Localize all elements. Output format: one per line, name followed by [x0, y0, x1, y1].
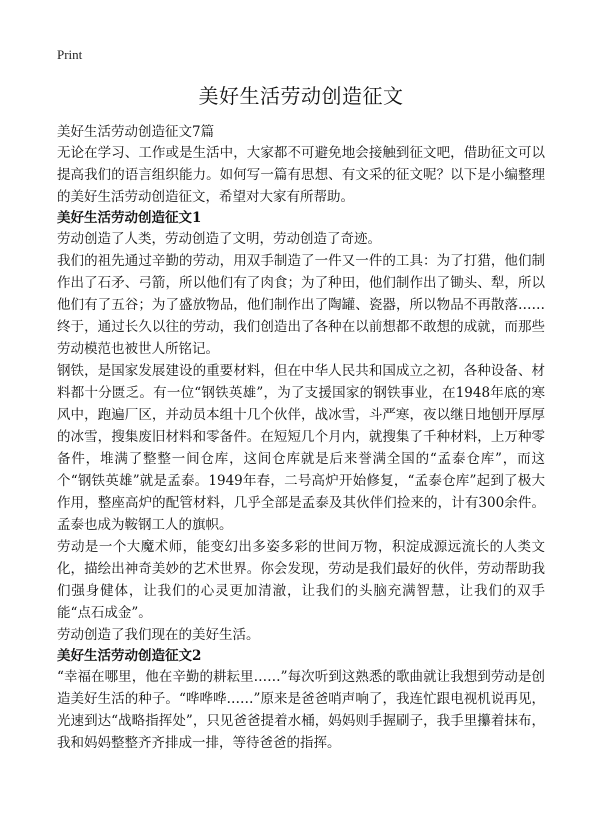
document-subtitle: 美好生活劳动创造征文7篇 [57, 124, 215, 140]
page-title: 美好生活劳动创造征文 [198, 84, 404, 108]
section-heading-2: 美好生活劳动创造征文2 [57, 648, 202, 664]
section-heading-1: 美好生活劳动创造征文1 [57, 210, 202, 226]
section-2-paragraph-1: “幸福在哪里，他在辛勤的耕耘里……”每次听到这熟悉的歌曲就让我想到劳动是创造美好生活的种子。“哗哗哗……”原来是爸爸哨声响了，我连忙跟电视机说再见，光速到达“战略指挥处”，只见爸爸提着水桶，妈妈则手握刷子，我手里攥着抹布，我和妈妈整整齐齐排成一排，等待爸爸的指挥。 [57, 669, 545, 751]
section-1-paragraph-5: 劳动创造了我们现在的美好生活。 [57, 627, 260, 643]
section-1-paragraph-3: 钢铁，是国家发展建设的重要材料，但在中华人民共和国成立之初，各种设备、材料都十分匮乏。有一位“钢铁英雄”，为了支援国家的钢铁事业，在1948年底的寒风中，跑遍厂区，并动员本组十几个伙伴，战冰雪，斗严寒，夜以继日地刨开厚厚的冰雪，搜集废旧材料和零备件。在短短几个月内，就搜集了千种材料，上万种零备件，堆满了整整一间仓库，这间仓库就是后来誉满全国的“孟泰仓库”，而这个“钢铁英雄”就是孟泰。1949年春，二号高炉开始修复，“孟泰仓库”起到了极大作用，整座高炉的配管材料，几乎全部是孟泰及其伙伴们捡来的，计有300余件。孟泰也成为鞍钢工人的旗帜。 [57, 363, 545, 533]
section-1-paragraph-1: 劳动创造了人类，劳动创造了文明，劳动创造了奇迹。 [57, 231, 381, 247]
section-1-paragraph-2: 我们的祖先通过辛勤的劳动，用双手制造了一件又一件的工具：为了打猎，他们制作出了石矛、弓箭，所以他们有了肉食；为了种田，他们制作出了锄头、犁，所以他们有了五谷；为了盛放物品，他们制作出了陶罐、瓷器，所以物品不再散落……终于，通过长久以往的劳动，我们创造出了各种在以前想都不敢想的成就，而那些劳动模范也被世人所铭记。 [57, 253, 545, 357]
print-link[interactable]: Print [57, 47, 83, 62]
intro-paragraph: 无论在学习、工作或是生活中，大家都不可避免地会接触到征文吧，借助征文可以提高我们的语言组织能力。如何写一篇有思想、有文采的征文呢？以下是小编整理的美好生活劳动创造征文，希望对大家有所帮助。 [57, 145, 545, 205]
section-1-paragraph-4: 劳动是一个大魔术师，能变幻出多姿多彩的世间万物，积淀成源远流长的人类文化，描绘出神奇美妙的艺术世界。你会发现，劳动是我们最好的伙伴，劳动帮助我们强身健体，让我们的心灵更加清澈，让我们的头脑充满智慧，让我们的双手能“点石成金”。 [57, 539, 545, 621]
